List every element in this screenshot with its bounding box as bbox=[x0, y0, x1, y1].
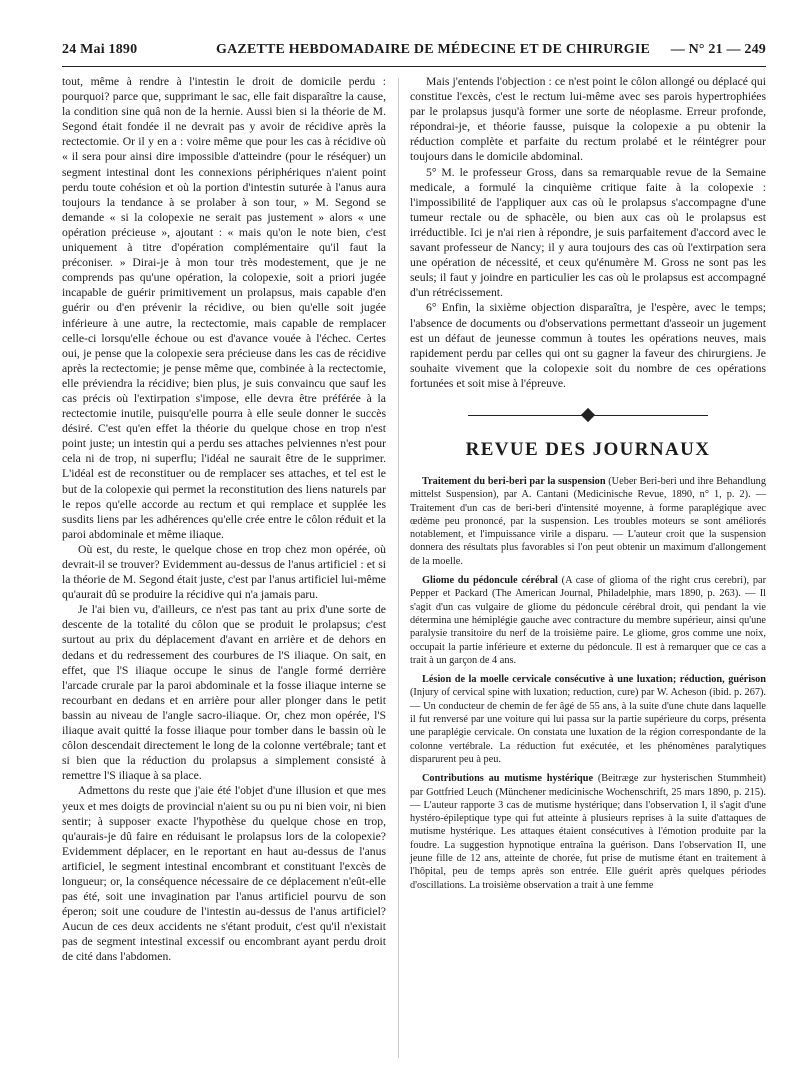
section-title: REVUE DES JOURNAUX bbox=[465, 438, 711, 460]
article bbox=[410, 772, 766, 892]
column-divider bbox=[398, 78, 399, 1058]
paragraph: 6° Enfin, la sixième objection disparaîtra, je l'espère, avec le temps; l'absence de documents ou d'observations permettant d'asseoir un jugement est un défaut de jeunesse commun à toutes les opérations neuves, mais rapidement perdu par celles qui ont su gagner la faveur des chirurgiens. Je souhaite vivement que la colopexie soit du nombre de ces opérations fortunées et soit mise à l'épreuve. bbox=[410, 301, 766, 390]
article-body: (Ueber Beri-beri und ihre Behandlung mittelst Suspension), par A. Cantani (Medicinische Revue, 1890, n° 1, p. 2). — Traitement d'un cas de beri-beri d'intensité moyenne, à forme paraplégique avec œdème peu prononcé, par la suspension. Les troubles moteurs se sont améliorés notablement, et l'impuissance virile a disparu. — L'auteur croit que la suspension donnera des résultats plus favorables si l'on peut obtenir un maximum d'allongement de la moelle. bbox=[410, 475, 766, 567]
issue-page-number: — N° 21 — 249 bbox=[670, 42, 766, 57]
article-body: (A case of glioma of the right crus cerebri), par Pepper et Packard (The American Journal, Philadelphie, mars 1890, p. 263). — Il s'agit d'un cas vulgaire de gliome du pédoncule cérébral droit, qui pendant la vie détermina une hémiplégie gauche avec contracture du membre supérieur, ainsi qu'une paralysie transitoire du nerf de la troisième paire. Le gliome, gros comme une noix, occupait la partie inférieure et externe du pédoncule. Il est à remarquer que ce cas a trait à un garçon de 4 ans. bbox=[410, 575, 767, 666]
article-title: Lésion de la moelle cervicale consécutive à une luxation; réduction, guérison bbox=[422, 674, 766, 686]
left-column bbox=[62, 74, 386, 965]
article-title: Traitement du beri-beri par la suspension bbox=[422, 475, 606, 487]
article-title: Contributions au mutisme hystérique bbox=[422, 773, 594, 785]
right-column bbox=[410, 74, 766, 892]
paragraph: Je l'ai bien vu, d'ailleurs, ce n'est pas tant au prix d'une sorte de descente de la totalité du côlon que se produit le prolapsus; c'est surtout au prix du déplacement d'avant en arrière et de dehors en dedans et du redressement des courbures de l'S iliaque. On sait, en effet, que l'S iliaque occupe le sinus de l'angle formé derrière l'arcade crurale par la paroi abdominale et la fosse iliaque interne se recourbant en dedans et en arrière pour aller plonger dans le petit bassin au niveau de l'angle sacro-iliaque. Or, chez mon opérée, l'S iliaque avait quitté la fosse iliaque pour tomber dans le bassin où le côlon descendait directement le long de la colonne vertébrale; tant et si bien que la réduction du prolapsus a simplement consisté à remettre l'S iliaque à sa place. bbox=[62, 603, 386, 783]
article bbox=[410, 673, 766, 766]
journal-title: GAZETTE HEBDOMADAIRE DE MÉDECINE ET DE CHIRURGIE bbox=[216, 42, 651, 57]
paragraph: 5° M. le professeur Gross, dans sa remarquable revue de la Semaine medicale, a formulé la cinquième critique faite à la colopexie : l'impossibilité de l'appliquer aux cas où le prolapsus s'accompagne d'une tumeur rectale ou de sphacèle, ou bien aux cas où le prolapsus est irréductible. Ici je n'ai rien à répondre, je suis parfaitement d'accord avec le savant professeur de Nancy; il y aura toujours des cas où l'extirpation sera une opération de nécessité, et ceux qu'énumère M. Gross ne sont pas les seuls; il faut y joindre en particulier les cas où le prolapsus est accompagné d'un rétrécissement. bbox=[410, 165, 766, 300]
paragraph: Où est, du reste, le quelque chose en trop chez mon opérée, où devrait-il se trouver? Evidemment au-dessus de l'anus artificiel : et si la théorie de M. Segond était juste, c'est par l'anus artificiel lui-même qu'aurait dû se produire la récidive qui n'a jamais paru. bbox=[62, 542, 386, 602]
issue-date: 24 Mai 1890 bbox=[62, 42, 138, 57]
diamond-ornament-icon bbox=[581, 408, 595, 422]
page-header bbox=[62, 38, 766, 67]
paragraph: Admettons du reste que j'aie été l'objet d'une illusion et que mes yeux et mes doigts de provincial n'aient su ou pu ni bien voir, ni bien sentir; à supposer exacte l'hypothèse du quelque chose en trop, qu'aurais-je dû faire en réduisant le prolapsus lors de la colopexie? Evidemment déplacer, en le reportant en haut au-dessus de l'anus artificiel, le segment intestinal encombrant et constituant l'excès de longueur; or, la conséquence nécessaire de ce déplacement n'eût-elle pas été, soit une invagination par l'anus artificiel pourvu de son éperon; soit une coudure de l'intestin au-dessus de l'anus artificiel? Aucun de ces deux accidents ne s'étant produit, c'est qu'il n'existait pas de segment intestinal excessif ou encombrant ayant perdu droit de cité dans l'abdomen. bbox=[62, 784, 386, 964]
paragraph: Mais j'entends l'objection : ce n'est point le côlon allongé ou déplacé qui constitue l'excès, c'est le rectum lui-même avec ses parois hypertrophiées par le prolapsus jusqu'à former une sorte de néoplasme. Erreur profonde, répondrai-je, et théorie fausse, puisque la colopexie a pu obtenir la réduction complète et parfaite du rectum prolabé et le réintégrer pour toujours dans le domicile abdominal. bbox=[410, 75, 766, 164]
article-body: (Injury of cervical spine with luxation; reduction, cure) par W. Acheson (ibid. p. 267). — Un conducteur de chemin de fer âgé de 55 ans, à la suite d'une chute dans laquelle il fut renversé par une voiture qui lui passa sur la partie supérieure du corps, présenta une paraplégie cervicale. On constata une luxation de la région correspondante de la colonne vertébrale. La réduction fut exécutée, et les phénomènes paralytiques disparurent peu à peu. bbox=[410, 687, 766, 765]
article bbox=[410, 475, 766, 568]
section-separator bbox=[410, 397, 766, 435]
paragraph: tout, même à rendre à l'intestin le droit de domicile perdu : pourquoi? parce que, supprimant le sac, elle fait disparaître la cause, la condition sine quâ non de la hernie. Aussi bien si la théorie de M. Segond était fondée il ne devrait pas y avoir de récidive après la rectectomie. Or il y en a : voire même que pour les cas à récidive où « il sera pour ainsi dire impossible d'atteindre (pour le réséquer) un segment intestinal dont les connexions périphériques n'aient point perdu toute cohésion et où la portion d'intestin suturée à l'anus aura toujours la tendance à se prolaber à son tour, » M. Segond se demande « si la colopexie ne serait pas justement » alors « une opération précieuse », ajoutant : « mais qu'on le note bien, c'est uniquement à titre d'opération complémentaire qu'il faut la préconiser. » Dirai-je à mon tour très modestement, que je ne comprends pas qu'une opération, la colopexie, soit a priori jugée incapable de guérir primitivement un prolapsus, mais capable d'en guérir ou d'en prévenir la récidive, ou bien qu'elle soit jugée inférieure à une autre, la rectectomie, mais capable de remplacer celle-ci lorsqu'elle échoue ou est d'avance vouée à l'échec. Certes oui, je pense que la colopexie sera précieuse dans les cas de récidive après la rectectomie; je pense même que, combinée à la rectectomie, elle préviendra la récidive; bien plus, je suis convaincu que sauf les cas précis où l'extirpation s'impose, elle devra être préférée à la rectectomie inutile, puisqu'elle pourra à elle seule donner le succès désiré. C'est qu'en effet la théorie du quelque chose en trop n'est point juste; un intestin qui a perdu ses attaches pelviennes n'est pour cela ni de trop, ni superflu; l'idéal ne saurait être de le supprimer. L'idéal est de reconstituer ou de remplacer ses attaches, et tel est le but de la colopexie qui permet la reconstitution des liens naturels par le repos qu'elle accorde au rectum et qui remplace et supplée les susdits liens par les adhérences qu'elle crée entre le côlon réduit et la paroi abdominale et même iliaque. bbox=[62, 75, 386, 541]
article-title: Gliome du pédoncule cérébral bbox=[422, 575, 558, 587]
article-body: (Beitræge zur hysterischen Stummheit) par Gottfried Leuch (Münchener medicinische Wochenschrift, 25 mars 1890, p. 215). — L'auteur rapporte 3 cas de mutisme hystérique; dans l'observation I, il s'agit d'une hystéro-épileptique type qui fut atteinte à plusieurs reprises à la suite d'attaques de mutisme hystérique. Les attaques étaient consécutives à l'émotion produite par la foudre. La suggestion hypnotique entraîna la guérison. Dans l'observation II, une jeune fille de 12 ans, atteinte de chorée, fut prise de mutisme étant en traitement à l'hôpital, peu de temps après son entrée. Elle guérit après quelques périodes d'oscillations. La troisième observation a trait à une femme bbox=[410, 773, 766, 891]
article bbox=[410, 574, 766, 667]
